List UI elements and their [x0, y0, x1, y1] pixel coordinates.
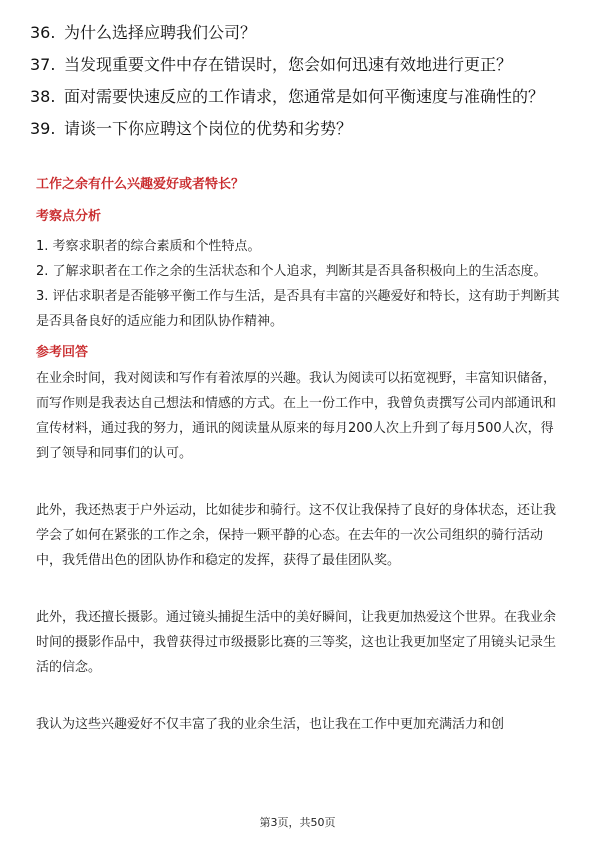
- question-text: 面对需要快速反应的工作请求，您通常是如何平衡速度与准确性的？: [64, 87, 545, 106]
- question-number: 39.: [30, 119, 56, 138]
- question-item: [30, 54, 565, 76]
- answer-heading: 参考回答: [36, 345, 89, 360]
- analysis-point: 2. 了解求职者在工作之余的生活状态和个人追求，判断其是否具备积极向上的生活态度。: [36, 264, 547, 279]
- question-item: [30, 86, 565, 108]
- answer-paragraph: 我认为这些兴趣爱好不仅丰富了我的业余生活，也让我在工作中更加充满活力和创: [36, 717, 505, 732]
- analysis-heading: 考察点分析: [36, 209, 102, 224]
- answer-paragraph: 在业余时间，我对阅读和写作有着浓厚的兴趣。我认为阅读可以拓宽视野，丰富知识储备，而写作则是我表达自己想法和情感的方式。在上一份工作中，我曾负责撰写公司内部通讯和宣传材料，通过我的努力，通讯的阅读量从原来的每月200人次上升到了每月500人次，得到了领导和同事们的认可。: [36, 371, 557, 461]
- analysis-point: 3. 评估求职者是否能够平衡工作与生活，是否具有丰富的兴趣爱好和特长，这有助于判断其是否具备良好的适应能力和团队协作精神。: [36, 289, 560, 329]
- answer-paragraph: 此外，我还擅长摄影。通过镜头捕捉生活中的美好瞬间，让我更加热爱这个世界。在我业余时间的摄影作品中，我曾获得过市级摄影比赛的三等奖，这也让我更加坚定了用镜头记录生活的信念。: [36, 610, 557, 675]
- analysis-point: 1. 考察求职者的综合素质和个性特点。: [36, 239, 261, 254]
- answer-paragraph: 此外，我还热衷于户外运动，比如徒步和骑行。这不仅让我保持了良好的身体状态，还让我学会了如何在紧张的工作之余，保持一颗平静的心态。在去年的一次公司组织的骑行活动中，我凭借出色的团队协作和稳定的发挥，获得了最佳团队奖。: [36, 503, 557, 568]
- question-number: 37.: [30, 55, 56, 74]
- analysis-block: [36, 208, 563, 334]
- question-text: 请谈一下你应聘这个岗位的优势和劣势？: [64, 119, 353, 138]
- page-footer: 第3页，共50页: [259, 816, 336, 829]
- question-number: 36.: [30, 23, 56, 42]
- main-question-heading: 工作之余有什么兴趣爱好或者特长？: [36, 177, 245, 192]
- answer-block: [36, 344, 563, 737]
- question-number: 38.: [30, 87, 56, 106]
- qa-section: [36, 176, 563, 769]
- question-list: [30, 22, 565, 150]
- question-item: [30, 118, 565, 140]
- question-item: [30, 22, 565, 44]
- question-text: 当发现重要文件中存在错误时，您会如何迅速有效地进行更正？: [64, 55, 513, 74]
- question-text: 为什么选择应聘我们公司？: [64, 23, 257, 42]
